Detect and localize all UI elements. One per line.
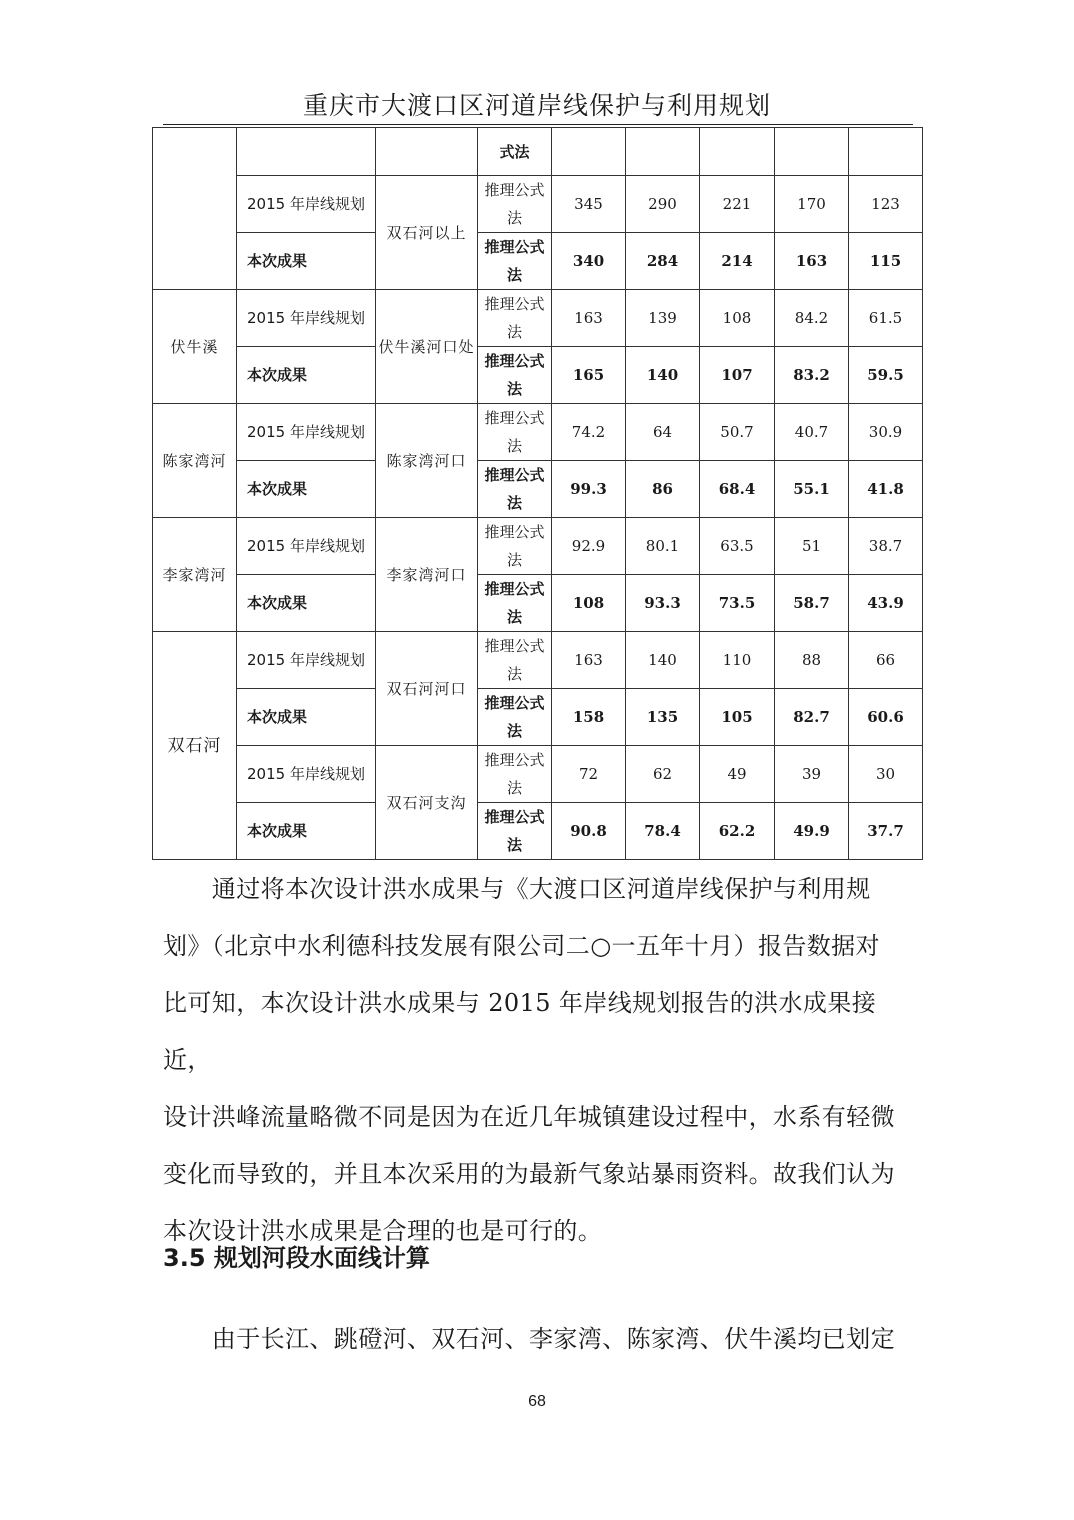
method-cell: 推理公式法	[478, 347, 552, 404]
value-cell: 93.3	[626, 575, 700, 632]
source-cell: 本次成果	[237, 233, 376, 290]
value-cell: 30	[849, 746, 923, 803]
paragraph-line: 比可知，本次设计洪水成果与 2015 年岸线规划报告的洪水成果接近，	[163, 989, 877, 1074]
value-cell: 163	[552, 290, 626, 347]
value-cell: 88	[775, 632, 849, 689]
method-cell: 推理公式法	[478, 689, 552, 746]
method-cell: 推理公式法	[478, 176, 552, 233]
value-cell: 123	[849, 176, 923, 233]
page-header-title: 重庆市大渡口区河道岸线保护与利用规划	[302, 91, 771, 120]
source-cell: 2015 年岸线规划	[237, 290, 376, 347]
table-row	[153, 404, 923, 461]
value-cell: 135	[626, 689, 700, 746]
river-cell: 李家湾河	[153, 518, 237, 632]
value-cell: 284	[626, 233, 700, 290]
header-rule	[163, 124, 913, 125]
value-cell: 115	[849, 233, 923, 290]
value-cell: 50.7	[700, 404, 775, 461]
location-cell	[376, 128, 478, 176]
value-cell: 221	[700, 176, 775, 233]
value-cell: 59.5	[849, 347, 923, 404]
river-cell: 伏牛溪	[153, 290, 237, 404]
location-cell: 双石河支沟	[376, 746, 478, 860]
body-paragraph	[163, 861, 911, 1260]
value-cell: 58.7	[775, 575, 849, 632]
value-cell: 41.8	[849, 461, 923, 518]
source-cell: 本次成果	[237, 575, 376, 632]
table-row	[153, 290, 923, 347]
value-cell: 290	[626, 176, 700, 233]
method-cell: 推理公式法	[478, 290, 552, 347]
value-cell: 40.7	[775, 404, 849, 461]
method-cell: 推理公式法	[478, 803, 552, 860]
value-cell: 49.9	[775, 803, 849, 860]
table-row	[153, 128, 923, 176]
value-cell: 30.9	[849, 404, 923, 461]
value-cell: 139	[626, 290, 700, 347]
value-cell: 72	[552, 746, 626, 803]
value-cell: 68.4	[700, 461, 775, 518]
value-cell: 83.2	[775, 347, 849, 404]
method-cell: 式法	[478, 128, 552, 176]
value-cell: 49	[700, 746, 775, 803]
source-cell: 2015 年岸线规划	[237, 404, 376, 461]
value-cell: 110	[700, 632, 775, 689]
value-cell	[552, 128, 626, 176]
method-cell: 推理公式法	[478, 632, 552, 689]
paragraph-line: 设计洪峰流量略微不同是因为在近几年城镇建设过程中，水系有轻微	[163, 1103, 895, 1131]
location-cell: 双石河以上	[376, 176, 478, 290]
value-cell: 51	[775, 518, 849, 575]
value-cell: 80.1	[626, 518, 700, 575]
method-cell: 推理公式法	[478, 404, 552, 461]
flood-comparison-table	[152, 127, 923, 860]
source-cell: 2015 年岸线规划	[237, 746, 376, 803]
value-cell: 214	[700, 233, 775, 290]
value-cell: 74.2	[552, 404, 626, 461]
value-cell: 73.5	[700, 575, 775, 632]
paragraph-line: 变化而导致的，并且本次采用的为最新气象站暴雨资料。故我们认为	[163, 1160, 895, 1188]
location-cell: 李家湾河口	[376, 518, 478, 632]
value-cell	[849, 128, 923, 176]
source-cell: 本次成果	[237, 347, 376, 404]
value-cell	[775, 128, 849, 176]
body-paragraph-2: 由于长江、跳磴河、双石河、李家湾、陈家湾、伏牛溪均已划定	[163, 1325, 895, 1353]
value-cell: 78.4	[626, 803, 700, 860]
method-cell: 推理公式法	[478, 746, 552, 803]
value-cell: 92.9	[552, 518, 626, 575]
value-cell: 345	[552, 176, 626, 233]
value-cell: 340	[552, 233, 626, 290]
source-cell: 本次成果	[237, 803, 376, 860]
source-cell: 2015 年岸线规划	[237, 632, 376, 689]
value-cell: 64	[626, 404, 700, 461]
table-row	[153, 575, 923, 632]
page-number: 68	[528, 1393, 546, 1410]
location-cell: 伏牛溪河口处	[376, 290, 478, 404]
value-cell: 99.3	[552, 461, 626, 518]
table-row	[153, 518, 923, 575]
value-cell: 165	[552, 347, 626, 404]
value-cell: 62.2	[700, 803, 775, 860]
table-row	[153, 689, 923, 746]
value-cell: 108	[552, 575, 626, 632]
location-cell: 陈家湾河口	[376, 404, 478, 518]
table-row	[153, 803, 923, 860]
value-cell: 108	[700, 290, 775, 347]
paragraph-line: 本次设计洪水成果是合理的也是可行的。	[163, 1217, 603, 1245]
value-cell: 38.7	[849, 518, 923, 575]
value-cell	[626, 128, 700, 176]
table-row	[153, 233, 923, 290]
table-row	[153, 746, 923, 803]
value-cell: 61.5	[849, 290, 923, 347]
river-cell	[153, 128, 237, 290]
method-cell: 推理公式法	[478, 233, 552, 290]
value-cell: 39	[775, 746, 849, 803]
value-cell: 43.9	[849, 575, 923, 632]
value-cell: 86	[626, 461, 700, 518]
paragraph-line: 通过将本次设计洪水成果与《大渡口区河道岸线保护与利用规	[163, 875, 871, 903]
table-row	[153, 176, 923, 233]
method-cell: 推理公式法	[478, 461, 552, 518]
value-cell: 163	[775, 233, 849, 290]
value-cell: 105	[700, 689, 775, 746]
paragraph-line: 划》（北京中水利德科技发展有限公司二○一五年十月）报告数据对	[163, 932, 880, 960]
value-cell: 63.5	[700, 518, 775, 575]
value-cell: 90.8	[552, 803, 626, 860]
source-cell: 本次成果	[237, 461, 376, 518]
value-cell: 170	[775, 176, 849, 233]
table-row	[153, 632, 923, 689]
value-cell: 163	[552, 632, 626, 689]
source-cell: 2015 年岸线规划	[237, 518, 376, 575]
section-heading: 3.5 规划河段水面线计算	[163, 1244, 430, 1272]
river-cell: 陈家湾河	[153, 404, 237, 518]
source-cell: 2015 年岸线规划	[237, 176, 376, 233]
source-cell: 本次成果	[237, 689, 376, 746]
location-cell: 双石河河口	[376, 632, 478, 746]
value-cell: 82.7	[775, 689, 849, 746]
value-cell: 140	[626, 632, 700, 689]
value-cell: 60.6	[849, 689, 923, 746]
value-cell: 158	[552, 689, 626, 746]
method-cell: 推理公式法	[478, 575, 552, 632]
table-row	[153, 347, 923, 404]
table-row	[153, 461, 923, 518]
source-cell	[237, 128, 376, 176]
value-cell: 62	[626, 746, 700, 803]
value-cell: 84.2	[775, 290, 849, 347]
value-cell	[700, 128, 775, 176]
value-cell: 66	[849, 632, 923, 689]
value-cell: 140	[626, 347, 700, 404]
river-cell: 双石河	[153, 632, 237, 860]
method-cell: 推理公式法	[478, 518, 552, 575]
value-cell: 107	[700, 347, 775, 404]
value-cell: 55.1	[775, 461, 849, 518]
value-cell: 37.7	[849, 803, 923, 860]
